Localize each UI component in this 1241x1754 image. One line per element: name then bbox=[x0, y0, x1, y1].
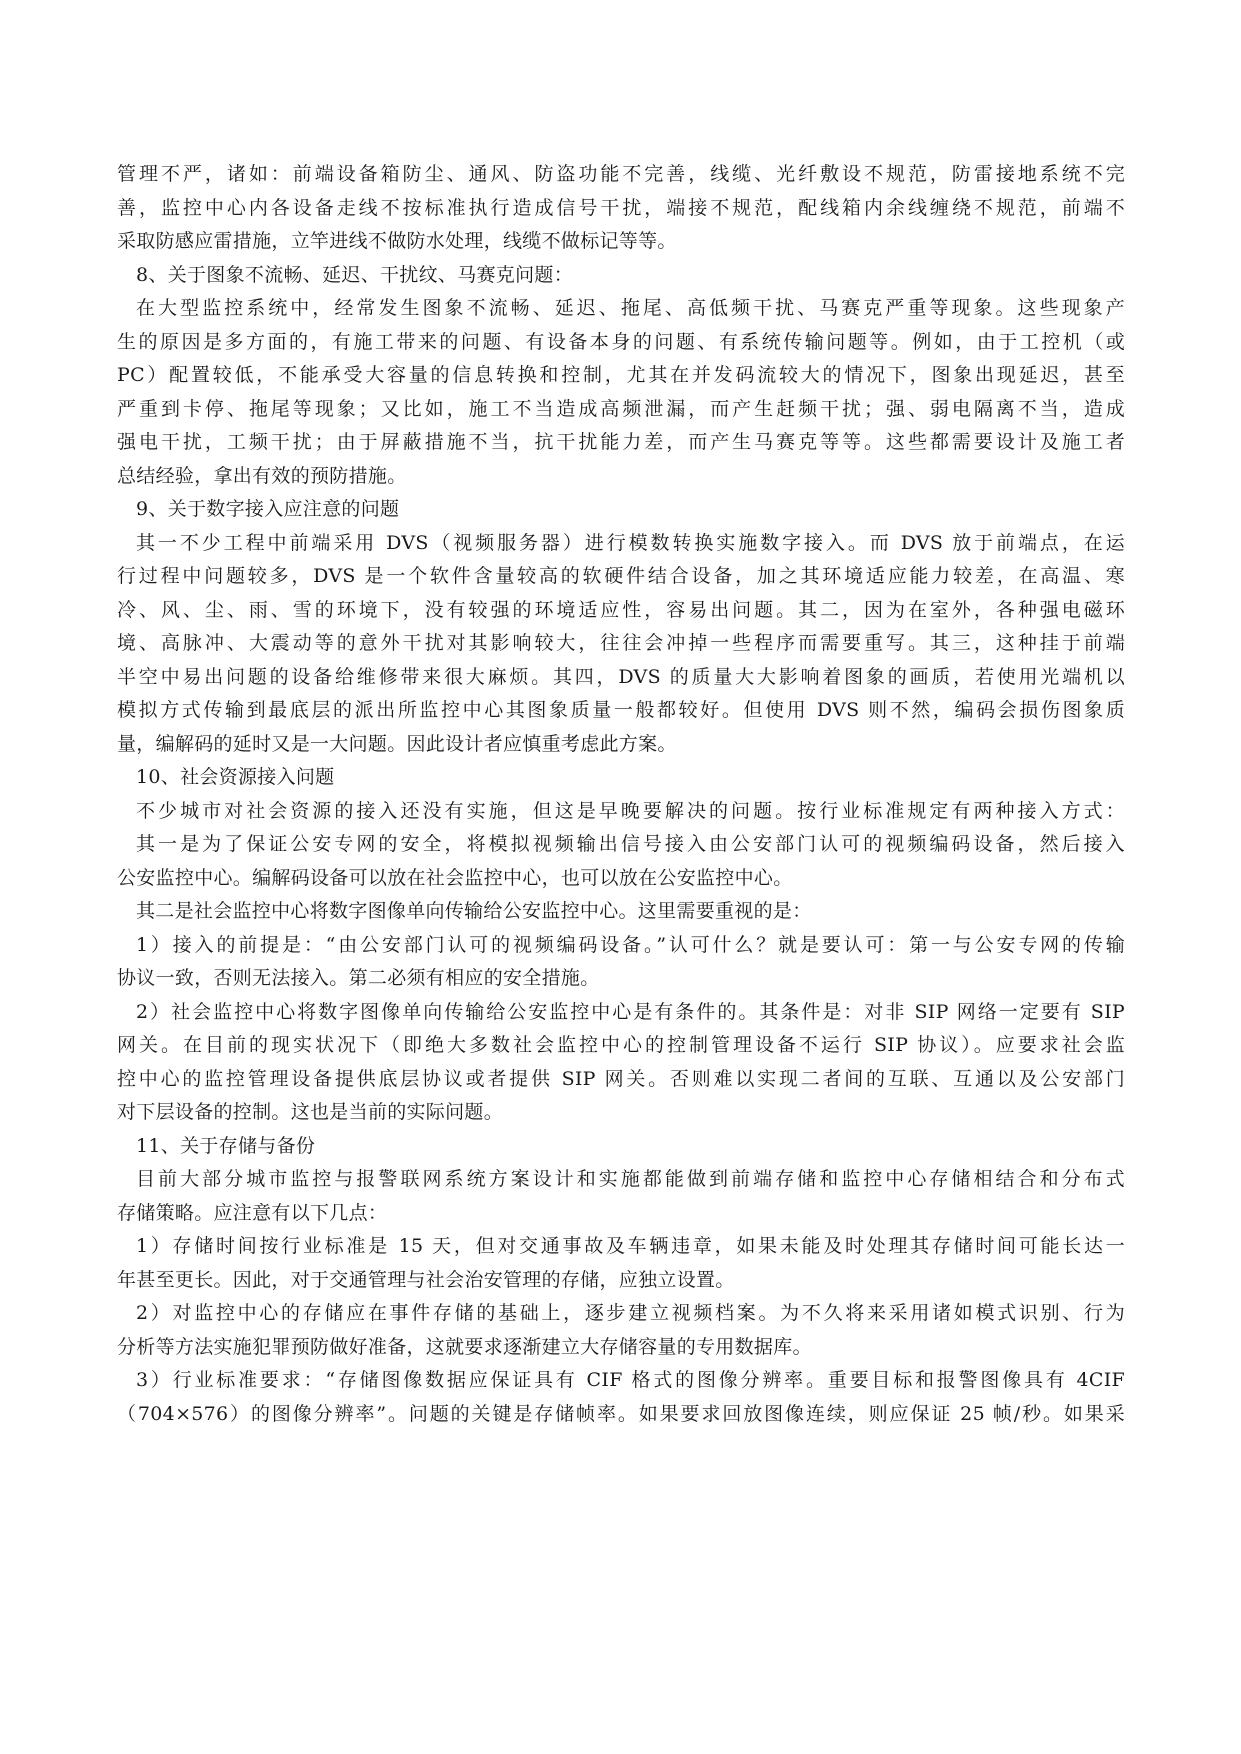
text-line: 其一是为了保证公安专网的安全，将模拟视频输出信号接入由公安部门认可的视频编码设备，然后接入 bbox=[136, 833, 1125, 855]
text-line: 目前大部分城市监控与报警联网系统方案设计和实施都能做到前端存储和监控中心存储相结合和分布式 bbox=[136, 1168, 1125, 1190]
text-line: 存储策略。应注意有以下几点： bbox=[117, 1201, 388, 1224]
text-line: 行过程中问题较多，DVS 是一个软件含量较高的软硬件结合设备，加之其环境适应能力较差，在高温、寒 bbox=[117, 565, 1125, 587]
text-line: 不少城市对社会资源的接入还没有实施，但这是早晚要解决的问题。按行业标准规定有两种接入方式： bbox=[136, 799, 1125, 822]
text-line: 其二是社会监控中心将数字图像单向传输给公安监控中心。这里需要重视的是： bbox=[136, 900, 812, 922]
text-line: 生的原因是多方面的，有施工带来的问题、有设备本身的问题、有系统传输问题等。例如，由于工控机（或 bbox=[117, 330, 1125, 353]
document-body bbox=[117, 158, 1125, 1431]
text-line: 管理不严，诸如：前端设备箱防尘、通风、防盗功能不完善，线缆、光纤敷设不规范，防雷接地系统不完 bbox=[117, 163, 1125, 185]
text-line: 量，编解码的延时又是一大问题。因此设计者应慎重考虑此方案。 bbox=[117, 732, 677, 755]
text-line: 严重到卡停、拖尾等现象；又比如，施工不当造成高频泄漏，而产生赶频干扰；强、弱电隔离不当，造成 bbox=[117, 397, 1125, 420]
text-line: 采取防感应雷措施，立竿进线不做防水处理，线缆不做标记等等。 bbox=[117, 230, 677, 252]
text-line: 总结经验，拿出有效的预防措施。 bbox=[117, 464, 407, 487]
text-line: 公安监控中心。编解码设备可以放在社会监控中心，也可以放在公安监控中心。 bbox=[117, 866, 793, 889]
text-line: 年甚至更长。因此，对于交通管理与社会治安管理的存储，应独立设置。 bbox=[117, 1268, 735, 1291]
text-line: 半空中易出问题的设备给维修带来很大麻烦。其四，DVS 的质量大大影响着图象的画质，若使用光端机以 bbox=[117, 665, 1125, 688]
text-line: 1）接入的前提是：“由公安部门认可的视频编码设备。”认可什么？就是要认可：第一与公安专网的传输 bbox=[136, 933, 1125, 956]
text-line: 分析等方法实施犯罪预防做好准备，这就要求逐渐建立大存储容量的专用数据库。 bbox=[117, 1335, 812, 1358]
text-line: 协议一致，否则无法接入。第二必须有相应的安全措施。 bbox=[117, 967, 600, 989]
text-line: 强电干扰，工频干扰；由于屏蔽措施不当，抗干扰能力差，而产生马赛克等等。这些都需要设计及施工者 bbox=[117, 431, 1125, 453]
text-line: PC）配置较低，不能承受大容量的信息转换和控制，尤其在并发码流较大的情况下，图象出现延迟，甚至 bbox=[117, 364, 1125, 386]
text-line: 9、关于数字接入应注意的问题 bbox=[136, 498, 400, 520]
text-line: 8、关于图象不流畅、延迟、干扰纹、马赛克问题： bbox=[136, 263, 573, 286]
text-line: 善，监控中心内各设备走线不按标准执行造成信号干扰，端接不规范，配线箱内余线缠绕不规范，前端不 bbox=[117, 196, 1125, 219]
text-line: 控中心的监控管理设备提供底层协议或者提供 SIP 网关。否则难以实现二者间的互联、互通以及公安部门 bbox=[117, 1067, 1125, 1090]
text-line: 其一不少工程中前端采用 DVS（视频服务器）进行模数转换实施数字接入。而 DVS 放于前端点，在运 bbox=[136, 531, 1125, 554]
text-line: 10、社会资源接入问题 bbox=[136, 766, 335, 788]
text-line: （704×576）的图像分辨率”。问题的关键是存储帧率。如果要求回放图像连续，则应保证 25 帧/秒。如果采 bbox=[117, 1402, 1125, 1425]
text-line: 模拟方式传输到最底层的派出所监控中心其图象质量一般都较好。但使用 DVS 则不然，编码会损伤图象质 bbox=[117, 699, 1125, 721]
text-line: 2）对监控中心的存储应在事件存储的基础上，逐步建立视频档案。为不久将来采用诸如模式识别、行为 bbox=[136, 1302, 1125, 1324]
text-line: 1）存储时间按行业标准是 15 天，但对交通事故及车辆违章，如果未能及时处理其存储时间可能长达一 bbox=[136, 1235, 1125, 1257]
text-line: 11、关于存储与备份 bbox=[136, 1134, 316, 1157]
text-line: 在大型监控系统中，经常发生图象不流畅、延迟、拖尾、高低频干扰、马赛克严重等现象。这些现象产 bbox=[136, 297, 1125, 319]
text-line: 冷、风、尘、雨、雪的环境下，没有较强的环境适应性，容易出问题。其二，因为在室外，各种强电磁环 bbox=[117, 598, 1125, 621]
text-line: 对下层设备的控制。这也是当前的实际问题。 bbox=[117, 1101, 504, 1123]
text-line: 2）社会监控中心将数字图像单向传输给公安监控中心是有条件的。其条件是：对非 SIP 网络一定要有 SIP bbox=[136, 1000, 1125, 1023]
text-line: 3）行业标准要求：“存储图像数据应保证具有 CIF 格式的图像分辨率。重要目标和报警图像具有 4CIF bbox=[136, 1369, 1125, 1391]
text-line: 网关。在目前的现实状况下（即绝大多数社会监控中心的控制管理设备不运行 SIP 协议）。应要求社会监 bbox=[117, 1034, 1125, 1056]
text-line: 境、高脉冲、大震动等的意外干扰对其影响较大，往往会冲掉一些程序而需要重写。其三，这种挂于前端 bbox=[117, 632, 1125, 654]
